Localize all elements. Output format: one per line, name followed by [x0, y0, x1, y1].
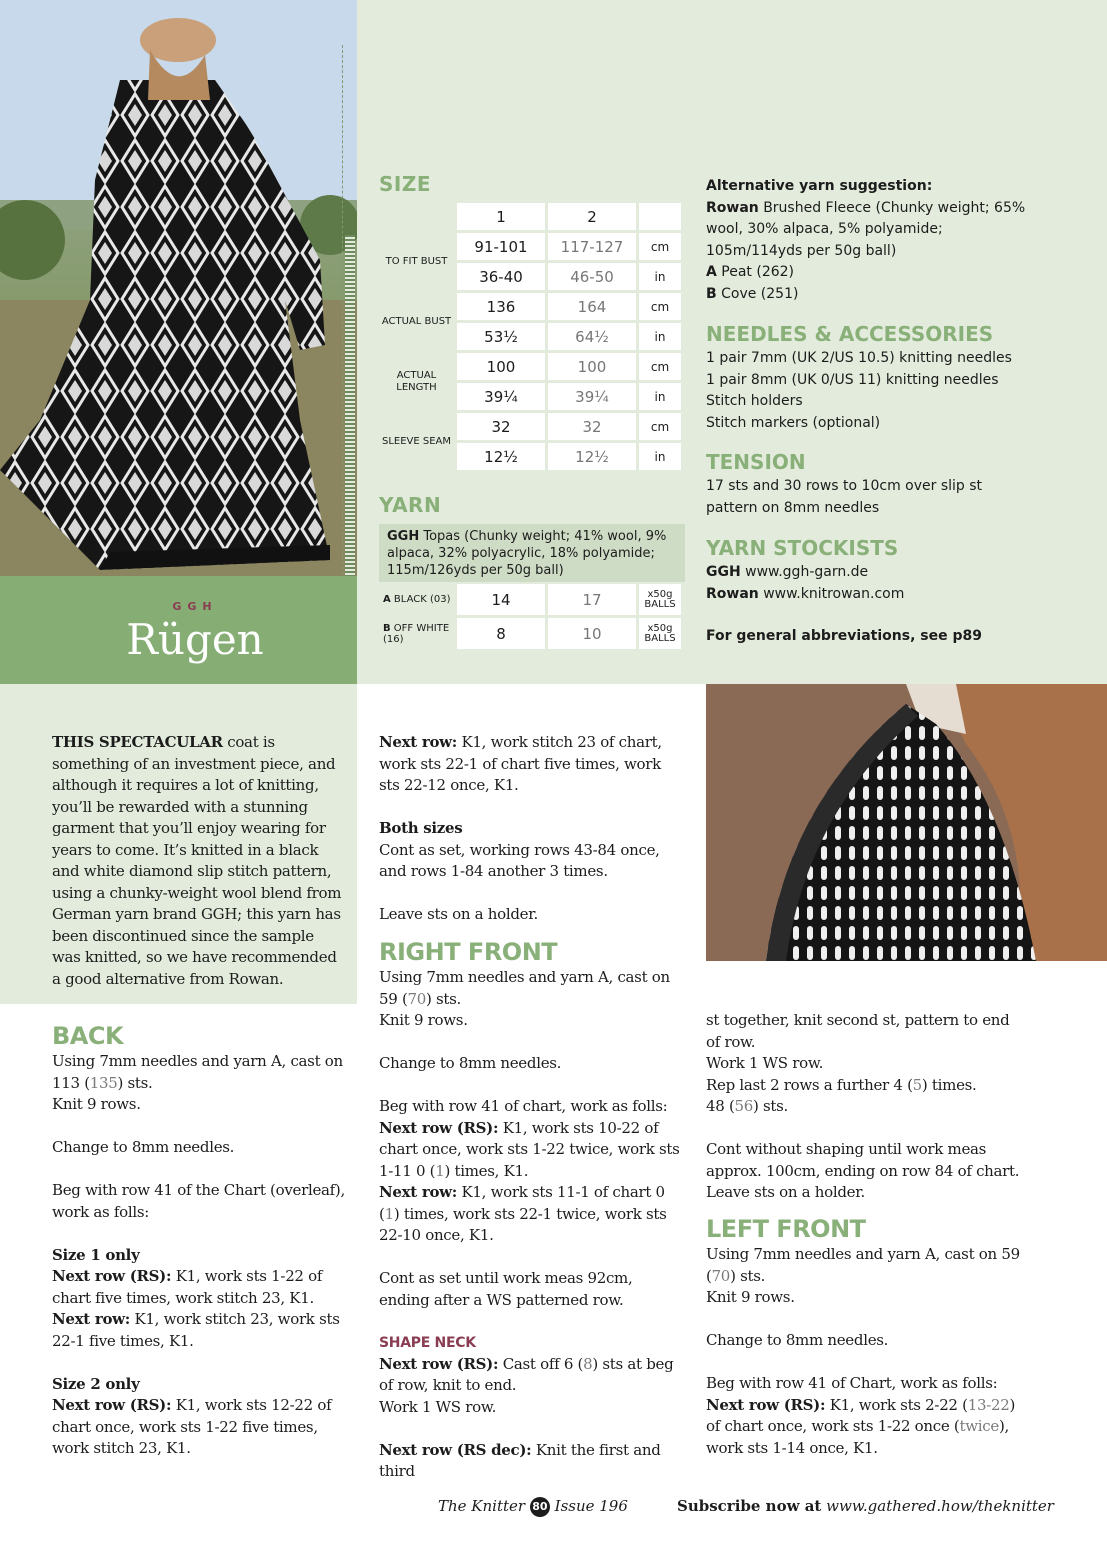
unit-cell: x50g BALLS — [639, 584, 684, 618]
table-cell: 39¼ — [548, 383, 639, 413]
lf-begin: Beg with row 41 of Chart, work as folls: — [706, 1374, 998, 1392]
row-label-actual-bust: ACTUAL BUST — [379, 293, 457, 353]
right-front-heading: RIGHT FRONT — [379, 938, 558, 966]
unit-cell: cm — [639, 353, 684, 383]
alt-yarn-heading: Alternative yarn suggestion: — [706, 178, 933, 194]
unit-cell: x50g BALLS — [639, 618, 684, 652]
unit-cell: in — [639, 443, 684, 473]
table-cell: 39¼ — [457, 383, 548, 413]
stockist-ggh: GGH www.ggh-garn.de — [706, 564, 869, 580]
table-cell: 12½ — [457, 443, 548, 473]
stockists-block — [706, 534, 1036, 648]
yarn-shade-b: B OFF WHITE (16) — [379, 618, 457, 652]
alt-yarn-desc: Rowan Brushed Fleece (Chunky weight; 65% wool, 30% alpaca, 5% polyamide; 105m/114yds per 50g ball) — [706, 199, 1026, 259]
shape-neck-heading: SHAPE NECK — [379, 1334, 476, 1351]
needles-item: Stitch holders — [706, 393, 803, 409]
table-cell: 36-40 — [457, 263, 548, 293]
footer-issue — [438, 1497, 628, 1517]
table-cell: 64½ — [548, 323, 639, 353]
yarn-description — [379, 524, 685, 582]
size-table — [379, 203, 684, 473]
back-cast-on: Using 7mm needles and yarn A, cast on 113 (135) sts. Knit 9 rows. — [52, 1052, 343, 1113]
pattern-title: Rügen — [126, 615, 264, 664]
alt-yarn-block — [706, 176, 1036, 305]
rf-ws-row: Work 1 WS row. — [706, 1054, 824, 1072]
right-front-section — [379, 937, 684, 1483]
rf-cont-shaping: Cont without shaping until work meas approx. 100cm, ending on row 84 of chart. — [706, 1140, 1020, 1180]
unit-cell: in — [639, 323, 684, 353]
footer-subscribe — [677, 1497, 1054, 1515]
unit-cell: cm — [639, 413, 684, 443]
stockists-heading: YARN STOCKISTS — [706, 536, 899, 560]
back-section — [52, 1021, 352, 1460]
yarn-shade-a: A BLACK (03) — [379, 584, 457, 618]
abbreviations-note: For general abbreviations, see p89 — [706, 628, 982, 644]
table-cell: 46-50 — [548, 263, 639, 293]
rf-row1: Next row (RS): K1, work sts 10-22 of chart once, work sts 1-22 twice, work sts 1-11 0 (1) times, K1. — [379, 1118, 680, 1180]
both-sizes-heading: Both sizes — [379, 819, 463, 837]
back-size2-row1: Next row (RS): K1, work sts 12-22 of chart once, work sts 1-22 five times, work stitch 23, K1. — [52, 1396, 332, 1457]
back-continued — [379, 732, 684, 926]
rf-change-needles: Change to 8mm needles. — [379, 1054, 562, 1072]
rf-repeat: Rep last 2 rows a further 4 (5) times. — [706, 1075, 977, 1094]
table-cell: 100 — [457, 353, 548, 383]
table-cell: 17 — [548, 584, 639, 618]
page-number: 80 — [530, 1497, 550, 1517]
both-sizes-text: Cont as set, working rows 43-84 once, and rows 1-84 another 3 times. — [379, 840, 660, 880]
unit-cell: cm — [639, 233, 684, 263]
rf-neck-dec: Next row (RS dec): Knit the first and third — [379, 1440, 661, 1480]
yarn-desc-text: Topas (Chunky weight; 41% wool, 9% alpaca, 32% polyacrylic, 18% polyamide; 115m/126yds per 50g ball) — [387, 529, 667, 578]
table-cell: 117-127 — [548, 233, 639, 263]
lf-change-needles: Change to 8mm needles. — [706, 1331, 889, 1349]
needles-item: 1 pair 7mm (UK 2/US 10.5) knitting needles — [706, 350, 1012, 366]
brand-label: GGH — [172, 600, 218, 613]
table-cell: 53½ — [457, 323, 548, 353]
rf-row2: Next row: K1, work sts 11-1 of chart 0 (1) times, work sts 22-1 twice, work sts 22-10 once, K1. — [379, 1183, 667, 1244]
yarn-brand: GGH — [387, 529, 420, 544]
table-cell: 10 — [548, 618, 639, 652]
tension-heading: TENSION — [706, 450, 806, 474]
subscribe-lead: Subscribe now at — [677, 1497, 822, 1515]
rf-stitch-count: 48 (56) sts. — [706, 1097, 789, 1115]
rf-dec-cont: st together, knit second st, pattern to end of row. — [706, 1011, 1010, 1051]
size-label-2: 2 — [548, 203, 639, 233]
rf-begin: Beg with row 41 of chart, work as folls: — [379, 1097, 668, 1115]
needles-item: Stitch markers (optional) — [706, 414, 881, 431]
back-leave: Leave sts on a holder. — [379, 905, 538, 923]
tension-block — [706, 448, 1036, 519]
back-begin: Beg with row 41 of the Chart (overleaf), work as folls: — [52, 1181, 345, 1221]
back-size1-row1: Next row (RS): K1, work sts 1-22 of chart five times, work stitch 23, K1. — [52, 1267, 323, 1307]
yarn-heading: YARN — [379, 493, 442, 517]
needles-heading: NEEDLES & ACCESSORIES — [706, 322, 994, 346]
back-size2-heading: Size 2 only — [52, 1374, 140, 1393]
left-front-section — [706, 1214, 1021, 1459]
needles-item: 1 pair 8mm (UK 0/US 11) knitting needles — [706, 371, 999, 388]
rf-neck-row1: Next row (RS): Cast off 6 (8) sts at beg of row, knit to end. — [379, 1354, 674, 1394]
shoulder-detail-photo — [706, 684, 1107, 961]
row-label-actual-length: ACTUAL LENGTH — [379, 353, 457, 413]
back-size2-row2: Next row: K1, work stitch 23 of chart, work sts 22-1 of chart five times, work sts 22-12 once, K1. — [379, 733, 662, 794]
needles-block — [706, 320, 1036, 434]
unit-cell: cm — [639, 293, 684, 323]
size-heading: SIZE — [379, 172, 432, 196]
back-change-needles: Change to 8mm needles. — [52, 1138, 235, 1156]
size-label-1: 1 — [457, 203, 548, 233]
back-size1-row2: Next row: K1, work stitch 23, work sts 22-1 five times, K1. — [52, 1310, 340, 1350]
back-heading: BACK — [52, 1022, 124, 1050]
alt-yarn-b: B Cove (251) — [706, 285, 799, 302]
table-cell: 8 — [457, 618, 548, 652]
rf-cont: Cont as set until work meas 92cm, ending after a WS patterned row. — [379, 1269, 633, 1309]
row-label-sleeve-seam: SLEEVE SEAM — [379, 413, 457, 473]
table-cell: 91-101 — [457, 233, 548, 263]
stockist-rowan: Rowan www.knitrowan.com — [706, 585, 905, 602]
tension-text: 17 sts and 30 rows to 10cm over slip st pattern on 8mm needles — [706, 478, 983, 516]
table-cell: 32 — [548, 413, 639, 443]
intro-text: THIS SPECTACULAR coat is something of an investment piece, and although it requires a lot of knitting, you’ll be rewarded with a stunning garment that you’ll enjoy wearing for years to come. It’s knitted in a black and white diamond slip stitch pattern, using a chunky-weight wool blend from German yarn brand GGH; this yarn has been discontinued since the sample was knitted, so we have recommended a good alternative from Rowan. — [52, 733, 342, 988]
subscribe-url[interactable]: www.gathered.how/theknitter — [826, 1497, 1054, 1515]
table-cell: 100 — [548, 353, 639, 383]
table-cell: 164 — [548, 293, 639, 323]
right-front-continued — [706, 1010, 1021, 1204]
rf-neck-ws: Work 1 WS row. — [379, 1397, 497, 1416]
unit-cell: in — [639, 383, 684, 413]
table-cell: 14 — [457, 584, 548, 618]
issue-number: Issue 196 — [554, 1497, 628, 1515]
alt-yarn-a: A Peat (262) — [706, 264, 795, 280]
magazine-name: The Knitter — [438, 1497, 526, 1515]
table-cell: 32 — [457, 413, 548, 443]
row-label-bust: TO FIT BUST — [379, 233, 457, 293]
rf-cast-on: Using 7mm needles and yarn A, cast on 59 (70) sts. Knit 9 rows. — [379, 968, 670, 1029]
back-size1-heading: Size 1 only — [52, 1245, 140, 1264]
unit-cell: in — [639, 263, 684, 293]
yarn-table — [379, 584, 684, 652]
left-front-heading: LEFT FRONT — [706, 1215, 866, 1243]
rf-leave: Leave sts on a holder. — [706, 1183, 865, 1201]
lf-cast-on: Using 7mm needles and yarn A, cast on 59 (70) sts. Knit 9 rows. — [706, 1245, 1020, 1306]
table-cell: 12½ — [548, 443, 639, 473]
coat-photo — [0, 0, 357, 576]
lf-row1: Next row (RS): K1, work sts 2-22 (13-22) of chart once, work sts 1-22 once (twice), work sts 1-14 once, K1. — [706, 1395, 1016, 1457]
table-cell: 136 — [457, 293, 548, 323]
